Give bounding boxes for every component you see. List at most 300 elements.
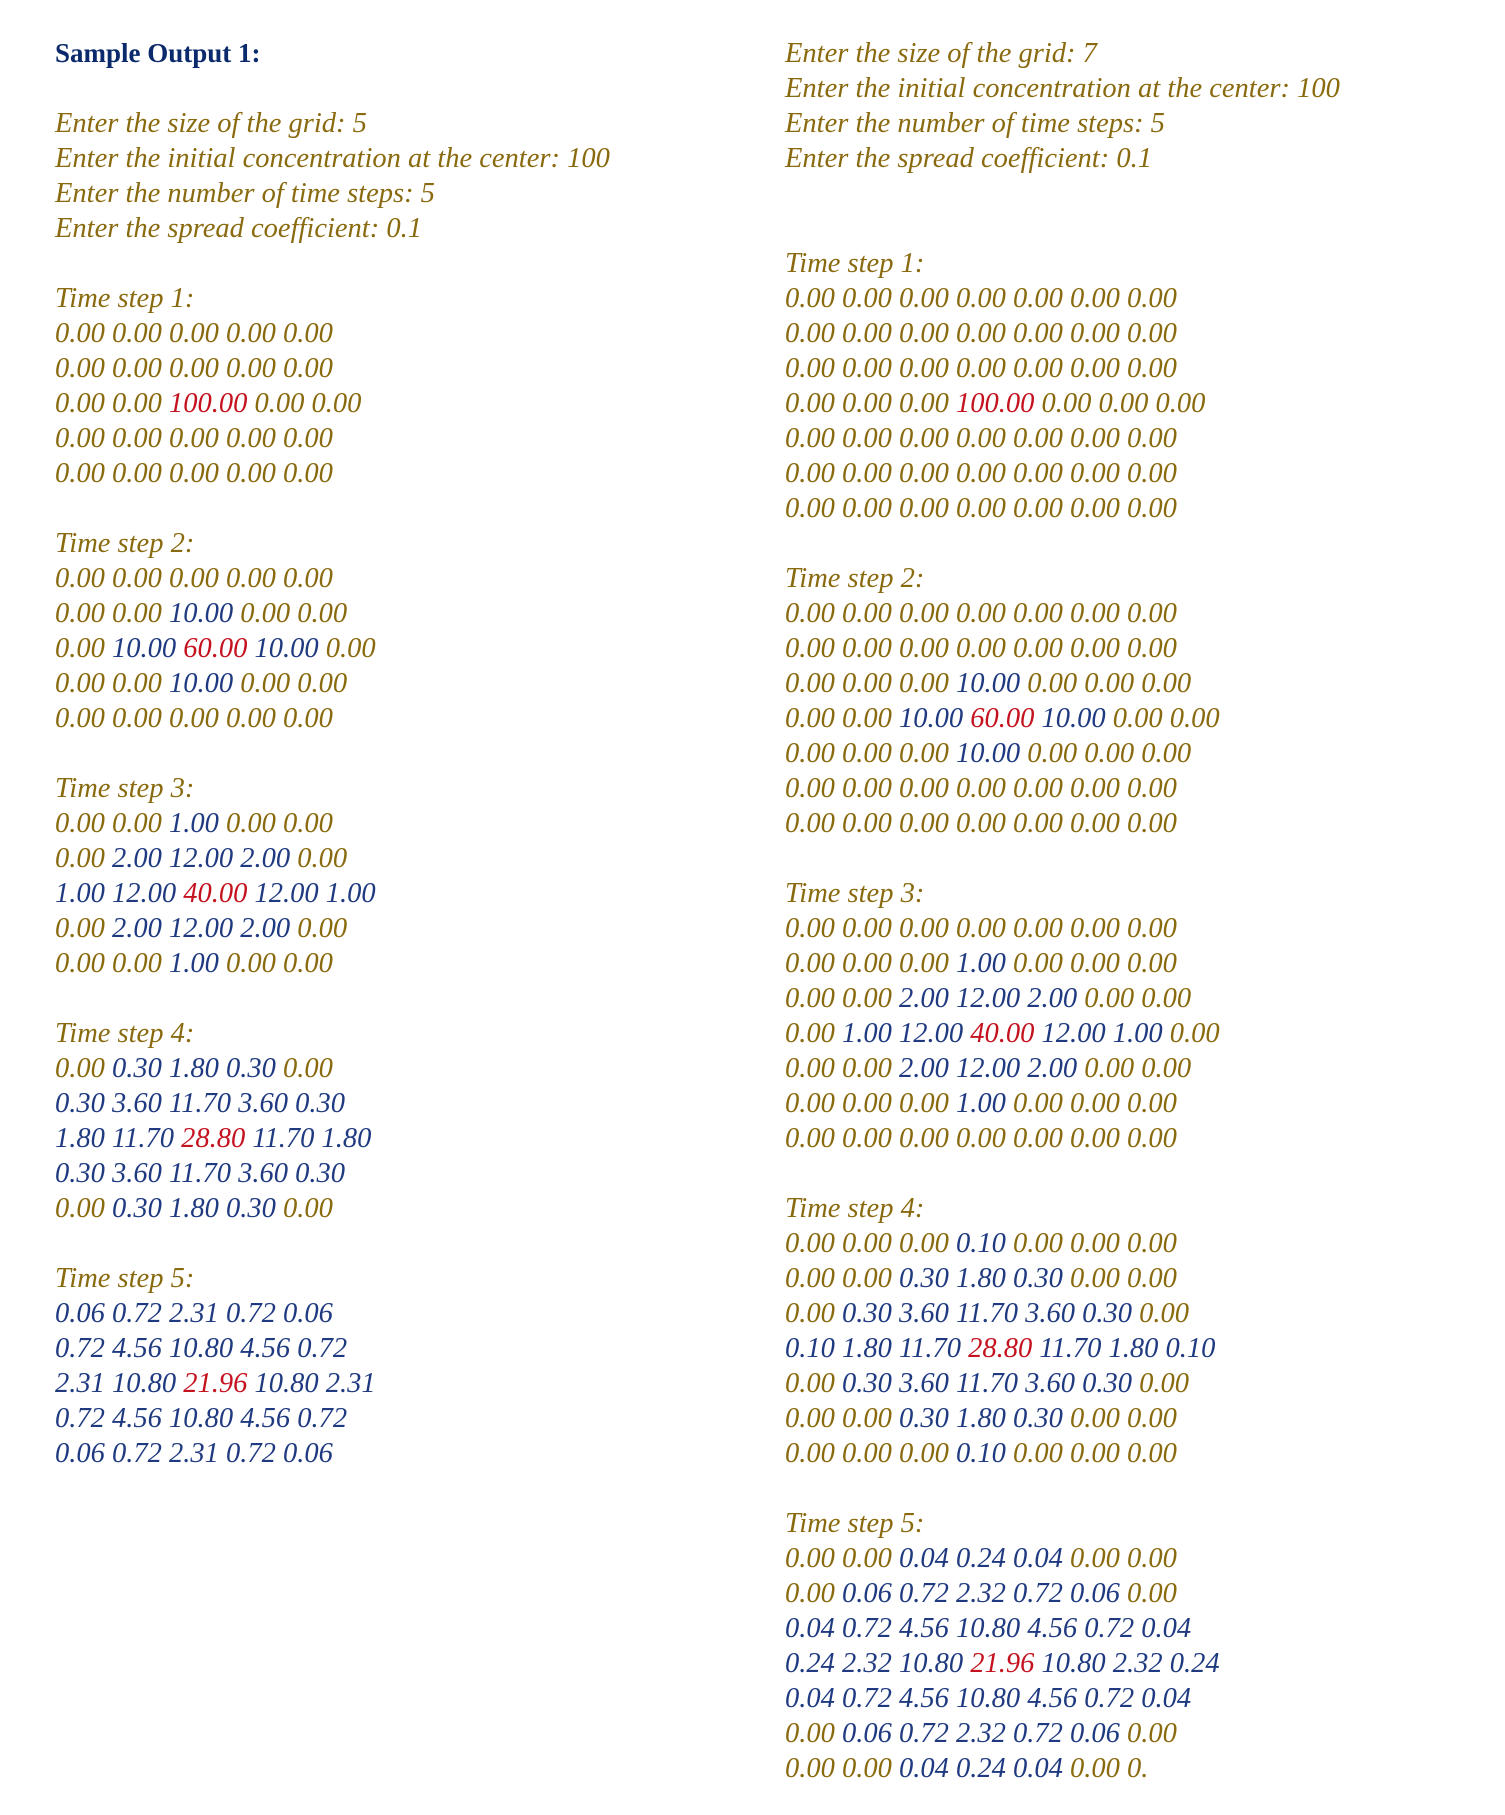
grid-cell: 0.00 <box>169 563 219 594</box>
grid-row <box>785 1576 1340 1611</box>
grid-cell: 0.00 <box>899 388 949 419</box>
grid-cell: 0.00 <box>55 913 105 944</box>
grid-cell: 0.00 <box>785 318 835 349</box>
grid-cell: 10.80 <box>956 1613 1021 1644</box>
grid-cell: 0.00 <box>1127 1088 1177 1119</box>
grid-cell: 0.00 <box>55 948 105 979</box>
grid-cell: 0.00 <box>297 913 348 944</box>
grid-cell: 0.00 <box>899 1123 949 1154</box>
grid-cell: 0.00 <box>1098 388 1149 419</box>
grid-cell: 1.80 <box>956 1263 1006 1294</box>
grid-cell: 0.00 <box>226 703 276 734</box>
grid-cell: 11.70 <box>169 1088 232 1119</box>
time-step-label: Time step 1: <box>55 283 195 314</box>
sample-output-heading: Sample Output 1: <box>55 38 261 68</box>
time-step-label: Time step 2: <box>785 563 925 594</box>
grid-cell: 0.00 <box>1013 913 1063 944</box>
grid-cell: 12.00 <box>956 1053 1021 1084</box>
grid-cell: 100.00 <box>956 388 1035 419</box>
grid-cell: 0.30 <box>842 1368 892 1399</box>
grid-cell: 0.00 <box>842 493 892 524</box>
time-step-label: Time step 5: <box>785 1508 925 1539</box>
grid-cell: 0.00 <box>1127 1543 1177 1574</box>
grid-cell: 3.60 <box>899 1368 949 1399</box>
grid-row <box>55 1436 610 1471</box>
grid-cell: 0.00 <box>785 1403 835 1434</box>
grid-cell: 1.00 <box>956 1088 1006 1119</box>
time-step-block <box>55 1016 610 1226</box>
grid-cell: 3.60 <box>1025 1368 1076 1399</box>
grid-row <box>55 841 610 876</box>
grid-row <box>785 456 1340 491</box>
time-step-label: Time step 2: <box>55 528 195 559</box>
grid-cell: 0.00 <box>1013 598 1063 629</box>
grid-cell: 0.00 <box>1027 738 1078 769</box>
grid-row <box>55 876 610 911</box>
grid-row <box>55 351 610 386</box>
grid-cell: 0.04 <box>785 1683 835 1714</box>
grid-row <box>55 596 610 631</box>
grid-cell: 2.31 <box>55 1368 105 1399</box>
grid-cell: 0.00 <box>55 388 105 419</box>
grid-cell: 0.00 <box>842 808 892 839</box>
grid-cell: 10.00 <box>112 633 177 664</box>
grid-cell: 28.80 <box>181 1123 246 1154</box>
grid-cell: 0.00 <box>1013 318 1063 349</box>
grid-cell: 0.06 <box>283 1438 333 1469</box>
grid-cell: 0.24 <box>785 1648 835 1679</box>
prompt-spread-coefficient: Enter the spread coefficient: 0.1 <box>785 143 1152 174</box>
prompt-initial-concentration: Enter the initial concentration at the center: 100 <box>785 73 1340 104</box>
grid-cell: 0.00 <box>1127 493 1177 524</box>
grid-cell: 0.00 <box>785 1753 835 1784</box>
grid-row <box>55 1121 610 1156</box>
grid-cell: 0.00 <box>226 353 276 384</box>
grid-cell: 1.00 <box>1112 1018 1163 1049</box>
grid-cell: 0.00 <box>1070 318 1120 349</box>
grid-cell: 0.00 <box>1013 808 1063 839</box>
grid-row <box>55 666 610 701</box>
grid-cell: 0.30 <box>842 1298 892 1329</box>
grid-cell: 0.00 <box>1127 318 1177 349</box>
time-step-block <box>55 771 610 981</box>
grid-cell: 0. <box>1127 1753 1149 1784</box>
grid-cell: 0.00 <box>785 1228 835 1259</box>
grid-cell: 0.00 <box>1127 283 1177 314</box>
grid-cell: 0.00 <box>785 1718 835 1749</box>
grid-row <box>55 1191 610 1226</box>
grid-cell: 0.00 <box>1127 423 1177 454</box>
grid-cell: 0.00 <box>842 1438 892 1469</box>
grid-cell: 12.00 <box>899 1018 964 1049</box>
grid-cell: 0.30 <box>55 1088 105 1119</box>
grid-cell: 0.00 <box>785 353 835 384</box>
grid-cell: 2.00 <box>1027 1053 1078 1084</box>
grid-cell: 0.00 <box>1141 668 1192 699</box>
grid-cell: 1.80 <box>842 1333 892 1364</box>
grid-cell: 60.00 <box>970 703 1035 734</box>
spacer <box>55 1226 610 1261</box>
grid-cell: 0.72 <box>899 1718 949 1749</box>
grid-cell: 1.80 <box>55 1123 105 1154</box>
grid-cell: 0.00 <box>842 1088 892 1119</box>
time-step-label: Time step 3: <box>55 773 195 804</box>
time-step-block <box>55 281 610 491</box>
grid-cell: 0.00 <box>899 598 949 629</box>
grid-row <box>785 281 1340 316</box>
grid-cell: 0.00 <box>842 598 892 629</box>
grid-cell: 4.56 <box>1027 1683 1078 1714</box>
grid-cell: 0.00 <box>1127 353 1177 384</box>
grid-cell: 10.00 <box>899 703 964 734</box>
grid-cell: 0.00 <box>785 423 835 454</box>
grid-row <box>785 386 1340 421</box>
grid-cell: 0.30 <box>1082 1298 1133 1329</box>
grid-cell: 0.00 <box>1070 1228 1120 1259</box>
grid-cell: 11.70 <box>252 1123 315 1154</box>
grid-cell: 0.30 <box>226 1193 276 1224</box>
grid-cell: 0.10 <box>785 1333 835 1364</box>
grid-cell: 0.00 <box>842 353 892 384</box>
grid-cell: 0.00 <box>1070 1263 1120 1294</box>
grid-cell: 1.00 <box>169 808 219 839</box>
grid-cell: 0.00 <box>956 913 1006 944</box>
grid-cell: 0.00 <box>112 353 162 384</box>
grid-cell: 1.80 <box>169 1193 219 1224</box>
grid-cell: 0.00 <box>1070 1753 1120 1784</box>
grid-cell: 0.30 <box>899 1263 949 1294</box>
grid-cell: 0.00 <box>842 458 892 489</box>
grid-cell: 0.00 <box>1112 703 1163 734</box>
grid-cell: 0.30 <box>1013 1403 1063 1434</box>
grid-row <box>785 1261 1340 1296</box>
grid-cell: 0.00 <box>899 773 949 804</box>
grid-cell: 0.00 <box>785 598 835 629</box>
left-time-steps <box>55 281 610 1471</box>
grid-cell: 0.00 <box>1013 283 1063 314</box>
grid-cell: 0.00 <box>1013 773 1063 804</box>
grid-cell: 0.00 <box>1070 773 1120 804</box>
grid-cell: 0.00 <box>1013 458 1063 489</box>
grid-cell: 0.00 <box>1070 493 1120 524</box>
grid-cell: 0.72 <box>899 1578 949 1609</box>
grid-cell: 0.00 <box>283 808 333 839</box>
grid-cell: 10.80 <box>899 1648 964 1679</box>
grid-cell: 4.56 <box>899 1613 949 1644</box>
grid-cell: 0.72 <box>1013 1578 1063 1609</box>
grid-cell: 0.00 <box>1127 1718 1177 1749</box>
grid-cell: 40.00 <box>183 878 248 909</box>
grid-cell: 2.31 <box>169 1438 219 1469</box>
grid-cell: 0.00 <box>785 808 835 839</box>
grid-row <box>785 1646 1340 1681</box>
grid-row <box>785 806 1340 841</box>
grid-row <box>785 1016 1340 1051</box>
grid-cell: 0.00 <box>1070 808 1120 839</box>
grid-row <box>55 1366 610 1401</box>
grid-cell: 1.00 <box>325 878 376 909</box>
grid-row <box>785 736 1340 771</box>
grid-cell: 0.00 <box>956 808 1006 839</box>
grid-cell: 12.00 <box>169 913 234 944</box>
grid-cell: 0.00 <box>785 1123 835 1154</box>
grid-cell: 0.06 <box>55 1298 105 1329</box>
grid-cell: 0.72 <box>1013 1718 1063 1749</box>
spacer <box>785 1471 1340 1506</box>
grid-cell: 0.00 <box>899 458 949 489</box>
grid-cell: 0.00 <box>842 738 892 769</box>
grid-cell: 0.00 <box>169 423 219 454</box>
grid-cell: 0.04 <box>1013 1543 1063 1574</box>
grid-cell: 0.00 <box>1139 1368 1190 1399</box>
grid-cell: 0.72 <box>297 1333 348 1364</box>
grid-cell: 0.72 <box>55 1403 105 1434</box>
grid-cell: 10.80 <box>254 1368 319 1399</box>
grid-cell: 0.00 <box>785 283 835 314</box>
grid-cell: 0.00 <box>226 423 276 454</box>
grid-cell: 0.00 <box>254 388 305 419</box>
grid-cell: 1.80 <box>956 1403 1006 1434</box>
grid-cell: 0.00 <box>112 948 162 979</box>
grid-cell: 0.00 <box>1070 458 1120 489</box>
grid-row <box>785 911 1340 946</box>
prompt-grid-size: Enter the size of the grid: 7 <box>785 38 1097 69</box>
grid-cell: 0.00 <box>1070 1088 1120 1119</box>
grid-row <box>55 1156 610 1191</box>
grid-cell: 0.04 <box>1141 1613 1192 1644</box>
grid-cell: 4.56 <box>1027 1613 1078 1644</box>
prompt-grid-size: Enter the size of the grid: 5 <box>55 108 367 139</box>
grid-cell: 0.00 <box>956 458 1006 489</box>
grid-cell: 0.00 <box>169 318 219 349</box>
grid-row <box>785 1401 1340 1436</box>
grid-cell: 0.00 <box>55 423 105 454</box>
grid-cell: 10.00 <box>254 633 319 664</box>
grid-row <box>55 1086 610 1121</box>
grid-cell: 0.00 <box>1127 1228 1177 1259</box>
grid-row <box>785 1751 1340 1786</box>
prompt-initial-concentration: Enter the initial concentration at the center: 100 <box>55 143 610 174</box>
grid-cell: 0.00 <box>169 353 219 384</box>
time-step-label: Time step 5: <box>55 1263 195 1294</box>
grid-cell: 0.00 <box>283 458 333 489</box>
grid-row <box>55 421 610 456</box>
grid-cell: 100.00 <box>169 388 248 419</box>
spacer <box>785 526 1340 561</box>
grid-cell: 0.00 <box>956 423 1006 454</box>
grid-row <box>785 351 1340 386</box>
grid-cell: 1.00 <box>169 948 219 979</box>
grid-cell: 0.00 <box>785 703 835 734</box>
grid-cell: 0.30 <box>112 1053 162 1084</box>
grid-cell: 0.00 <box>1141 983 1192 1014</box>
grid-cell: 0.00 <box>956 353 1006 384</box>
right-prompts <box>785 36 1340 176</box>
grid-cell: 0.30 <box>112 1193 162 1224</box>
grid-cell: 3.60 <box>238 1158 289 1189</box>
time-step-label: Time step 4: <box>55 1018 195 1049</box>
grid-cell: 0.00 <box>1070 1123 1120 1154</box>
grid-row <box>55 1401 610 1436</box>
grid-cell: 3.60 <box>112 1088 162 1119</box>
grid-cell: 0.72 <box>112 1438 162 1469</box>
grid-cell: 0.00 <box>1127 633 1177 664</box>
grid-cell: 0.72 <box>112 1298 162 1329</box>
grid-row <box>785 981 1340 1016</box>
grid-cell: 0.00 <box>785 1578 835 1609</box>
grid-row <box>785 1716 1340 1751</box>
grid-cell: 0.72 <box>1084 1683 1135 1714</box>
grid-cell: 0.00 <box>956 633 1006 664</box>
grid-cell: 1.00 <box>55 878 105 909</box>
grid-cell: 21.96 <box>183 1368 248 1399</box>
grid-cell: 2.00 <box>112 913 162 944</box>
grid-cell: 0.06 <box>1070 1718 1120 1749</box>
grid-cell: 0.00 <box>899 1088 949 1119</box>
grid-cell: 0.00 <box>1070 913 1120 944</box>
grid-cell: 0.00 <box>283 353 333 384</box>
grid-cell: 40.00 <box>970 1018 1035 1049</box>
spacer <box>55 246 610 281</box>
grid-cell: 0.00 <box>785 1018 835 1049</box>
grid-cell: 0.00 <box>1155 388 1206 419</box>
grid-cell: 0.00 <box>956 493 1006 524</box>
grid-cell: 0.00 <box>112 318 162 349</box>
grid-cell: 0.00 <box>842 283 892 314</box>
grid-cell: 10.00 <box>956 668 1021 699</box>
grid-row <box>785 1331 1340 1366</box>
spacer <box>55 981 610 1016</box>
grid-cell: 0.00 <box>283 703 333 734</box>
grid-row <box>785 1051 1340 1086</box>
grid-cell: 0.00 <box>785 388 835 419</box>
grid-row <box>785 771 1340 806</box>
grid-cell: 2.32 <box>956 1718 1006 1749</box>
grid-row <box>55 1296 610 1331</box>
grid-cell: 11.70 <box>169 1158 232 1189</box>
grid-cell: 0.00 <box>899 948 949 979</box>
grid-cell: 0.00 <box>842 1403 892 1434</box>
grid-cell: 0.00 <box>1141 1053 1192 1084</box>
grid-cell: 0.10 <box>956 1438 1006 1469</box>
grid-cell: 0.00 <box>899 423 949 454</box>
grid-cell: 0.00 <box>1127 1263 1177 1294</box>
grid-cell: 0.06 <box>283 1298 333 1329</box>
grid-cell: 0.30 <box>55 1158 105 1189</box>
grid-cell: 0.00 <box>956 1123 1006 1154</box>
grid-cell: 2.31 <box>169 1298 219 1329</box>
grid-cell: 0.00 <box>1070 423 1120 454</box>
grid-cell: 0.00 <box>240 598 291 629</box>
grid-row <box>55 701 610 736</box>
grid-cell: 3.60 <box>1025 1298 1076 1329</box>
grid-cell: 60.00 <box>183 633 248 664</box>
right-time-steps <box>785 246 1340 1786</box>
prompt-time-steps: Enter the number of time steps: 5 <box>55 178 435 209</box>
grid-cell: 0.00 <box>842 1543 892 1574</box>
grid-cell: 0.00 <box>1127 1578 1177 1609</box>
grid-row <box>785 1611 1340 1646</box>
grid-cell: 12.00 <box>1041 1018 1106 1049</box>
left-prompts <box>55 106 610 246</box>
grid-cell: 12.00 <box>956 983 1021 1014</box>
grid-cell: 0.30 <box>295 1158 346 1189</box>
grid-cell: 10.80 <box>169 1333 234 1364</box>
grid-row <box>785 1366 1340 1401</box>
grid-cell: 0.00 <box>112 388 162 419</box>
grid-cell: 0.00 <box>1141 738 1192 769</box>
grid-row <box>785 1681 1340 1716</box>
grid-cell: 0.00 <box>1070 283 1120 314</box>
grid-cell: 0.00 <box>297 668 348 699</box>
time-step-block <box>785 246 1340 526</box>
grid-cell: 0.00 <box>283 563 333 594</box>
grid-cell: 0.72 <box>1084 1613 1135 1644</box>
grid-cell: 0.00 <box>842 703 892 734</box>
grid-row <box>785 1296 1340 1331</box>
spacer <box>785 1156 1340 1191</box>
grid-cell: 0.00 <box>1127 1123 1177 1154</box>
grid-row <box>785 1226 1340 1261</box>
grid-cell: 0.00 <box>1070 353 1120 384</box>
grid-cell: 0.00 <box>1070 948 1120 979</box>
grid-cell: 1.80 <box>169 1053 219 1084</box>
grid-cell: 0.00 <box>785 738 835 769</box>
grid-cell: 0.00 <box>1127 1438 1177 1469</box>
grid-cell: 0.00 <box>1013 1088 1063 1119</box>
prompt-time-steps: Enter the number of time steps: 5 <box>785 108 1165 139</box>
grid-cell: 10.80 <box>956 1683 1021 1714</box>
grid-cell: 0.00 <box>226 563 276 594</box>
grid-row <box>785 1436 1340 1471</box>
grid-row <box>55 1331 610 1366</box>
grid-cell: 0.00 <box>899 668 949 699</box>
grid-cell: 0.00 <box>842 388 892 419</box>
grid-cell: 0.00 <box>55 1053 105 1084</box>
grid-cell: 0.06 <box>842 1718 892 1749</box>
grid-cell: 3.60 <box>112 1158 162 1189</box>
grid-cell: 0.00 <box>1127 948 1177 979</box>
grid-cell: 0.00 <box>899 353 949 384</box>
grid-cell: 12.00 <box>254 878 319 909</box>
grid-cell: 2.32 <box>1112 1648 1163 1679</box>
grid-cell: 0.00 <box>899 913 949 944</box>
grid-cell: 0.00 <box>112 808 162 839</box>
grid-cell: 0.00 <box>899 283 949 314</box>
grid-row <box>55 456 610 491</box>
grid-row <box>785 1121 1340 1156</box>
grid-cell: 0.00 <box>956 283 1006 314</box>
grid-cell: 0.72 <box>226 1298 276 1329</box>
grid-cell: 0.72 <box>842 1613 892 1644</box>
grid-cell: 0.00 <box>785 1053 835 1084</box>
grid-cell: 11.70 <box>1039 1333 1102 1364</box>
grid-cell: 4.56 <box>112 1333 162 1364</box>
grid-cell: 2.00 <box>899 1053 949 1084</box>
grid-cell: 12.00 <box>112 878 177 909</box>
grid-cell: 0.00 <box>842 1053 892 1084</box>
grid-cell: 2.00 <box>240 843 291 874</box>
grid-cell: 10.80 <box>112 1368 177 1399</box>
grid-row <box>55 911 610 946</box>
time-step-block <box>785 561 1340 841</box>
grid-cell: 0.00 <box>55 703 105 734</box>
grid-cell: 0.06 <box>842 1578 892 1609</box>
grid-cell: 0.00 <box>785 1368 835 1399</box>
time-step-label: Time step 3: <box>785 878 925 909</box>
grid-cell: 0.00 <box>325 633 376 664</box>
time-step-label: Time step 1: <box>785 248 925 279</box>
